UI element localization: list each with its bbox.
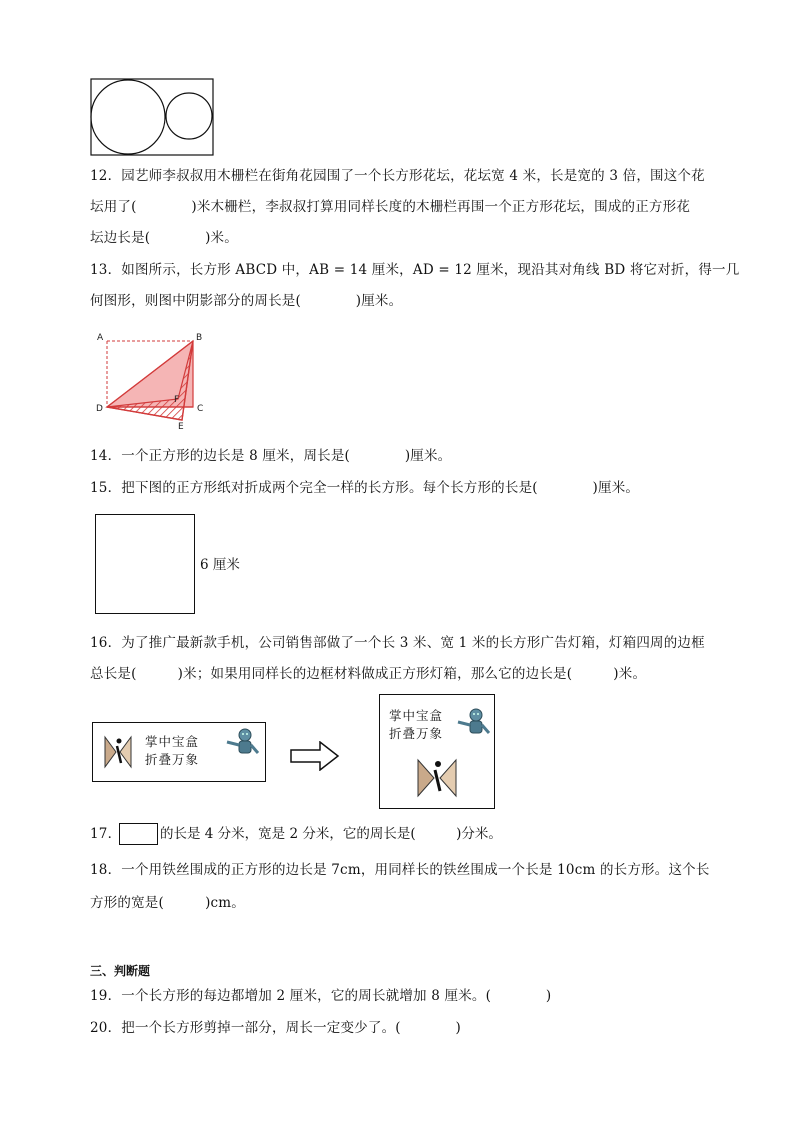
q12-line1: 12．园艺师李叔叔用木栅栏在街角花园围了一个长方形花坛，花坛宽 4 米，长是宽的 3 倍，围这个花: [90, 168, 705, 184]
phone-logo-icon-square: [415, 755, 459, 801]
q16-line1: 16．为了推广最新款手机，公司销售部做了一个长 3 米、宽 1 米的长方形广告灯箱，灯箱四周的边框: [90, 635, 705, 651]
robot-icon: [225, 727, 261, 757]
label-e: E: [178, 422, 184, 430]
circles-figure: [90, 78, 214, 156]
q12-line2: 坛用了( )米木栅栏，李叔叔打算用同样长度的木栅栏再围一个正方形花坛，围成的正方形花: [90, 199, 691, 215]
q17-num: 17．: [90, 826, 122, 842]
q17-text: 的长是 4 分米，宽是 2 分米，它的周长是( )分米。: [160, 826, 502, 842]
q15-square: [95, 514, 195, 614]
square-lightbox: [379, 694, 495, 809]
label-c: C: [197, 404, 204, 414]
q18-line1: 18．一个用铁丝围成的正方形的边长是 7cm，用同样长的铁丝围成一个长是 10cm 的长方形。这个长: [90, 862, 710, 878]
figure-rectangle: [91, 79, 213, 155]
folded-rectangle-figure: [92, 328, 222, 430]
q13-line2: 何图形，则图中阴影部分的周长是( )厘米。: [90, 293, 403, 309]
label-b: B: [196, 333, 203, 343]
ad-line2-square: 折叠万象: [389, 726, 444, 741]
q15-text: 15．把下图的正方形纸对折成两个完全一样的长方形。每个长方形的长是( )厘米。: [90, 480, 640, 496]
robot-icon-square: [456, 707, 492, 737]
right-arrow-icon: [290, 741, 340, 771]
q17-rectangle-box: [119, 823, 158, 845]
label-d: D: [96, 404, 103, 414]
q19-text: 19．一个长方形的每边都增加 2 厘米，它的周长就增加 8 厘米。( ): [90, 988, 552, 1004]
label-a: A: [97, 333, 104, 343]
section-heading: 三、判断题: [90, 964, 151, 978]
label-f: F: [174, 395, 180, 405]
ad-line2: 折叠万象: [145, 752, 200, 767]
rectangular-lightbox: [92, 722, 266, 782]
q13-line1: 13．如图所示，长方形 ABCD 中，AB = 14 厘米，AD = 12 厘米，现沿其对角线 BD 将它对折，得一几: [90, 262, 740, 278]
q12-line3: 坛边长是( )米。: [90, 230, 238, 246]
phone-logo-icon: [103, 733, 133, 771]
q18-line2: 方形的宽是( )cm。: [90, 895, 245, 911]
q14-text: 14．一个正方形的边长是 8 厘米，周长是( )厘米。: [90, 448, 452, 464]
q20-text: 20．把一个长方形剪掉一部分，周长一定变少了。( ): [90, 1020, 462, 1036]
ad-line1-square: 掌中宝盒: [389, 708, 444, 723]
ad-line1: 掌中宝盒: [145, 734, 200, 749]
q16-line2: 总长是( )米；如果用同样长的边框材料做成正方形灯箱，那么它的边长是( )米。: [90, 666, 647, 682]
q15-side-label: 6 厘米: [200, 557, 240, 573]
